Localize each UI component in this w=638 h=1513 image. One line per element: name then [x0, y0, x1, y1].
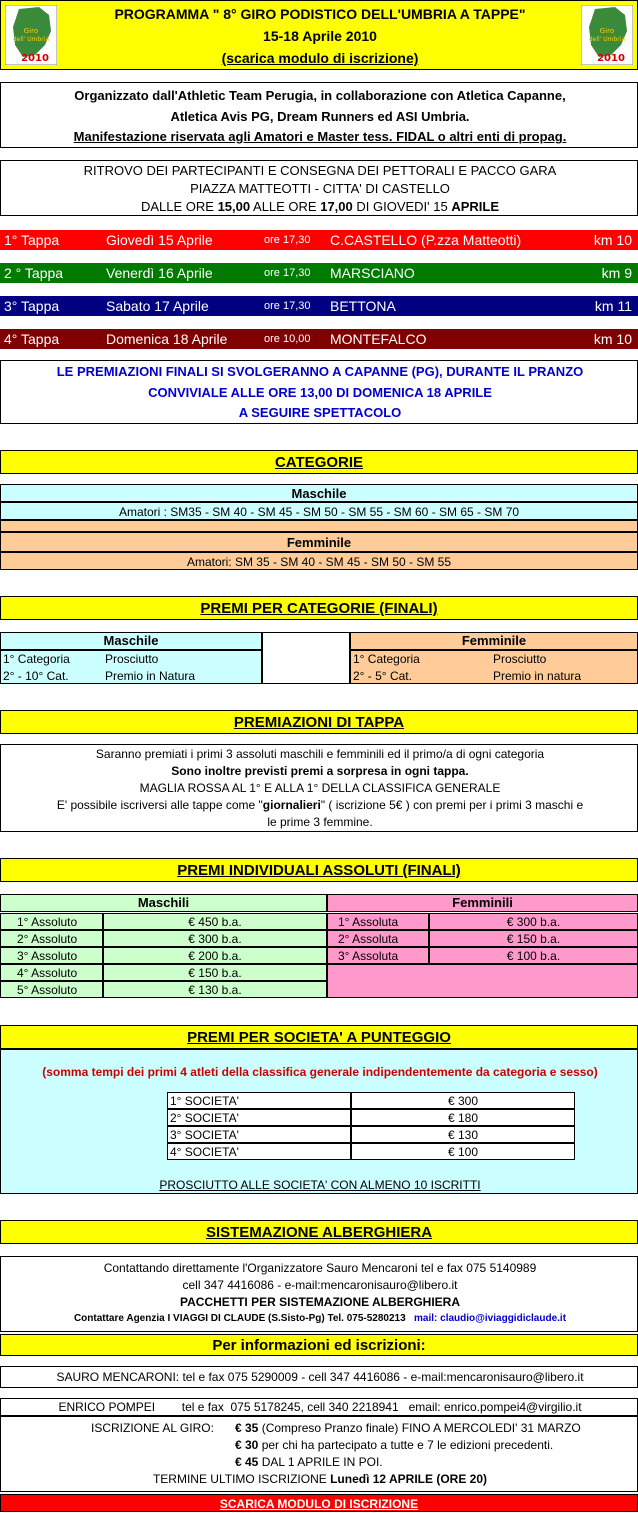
stage-time: ore 17,30 — [264, 234, 311, 246]
hotel-line-4: Contattare Agenzia I VIAGGI DI CLAUDE (S.Sisto-Pg) Tel. 075-5280213 mail: claudio@iviaggidiclaude.it — [73, 1313, 567, 1324]
final-awards-box — [0, 360, 638, 424]
stage-place: BETTONA — [330, 298, 396, 314]
category-prize-pos: 1° Categoria — [3, 652, 70, 666]
individual-prize-pos: 5° Assoluto — [0, 981, 103, 998]
individual-prize-value: € 300 b.a. — [429, 913, 638, 930]
stage-day: Domenica 18 Aprile — [106, 331, 228, 347]
category-prize-pos: 1° Categoria — [353, 652, 420, 666]
individual-prize-pos: 1° Assoluta — [327, 913, 429, 930]
categories-female-list: Amatori: SM 35 - SM 40 - SM 45 - SM 50 - SM 55 — [0, 552, 638, 570]
individual-prize-value: € 150 b.a. — [429, 930, 638, 947]
umbria-logo-right-icon — [581, 5, 633, 65]
final-awards-line-3: A SEGUIRE SPETTACOLO — [238, 405, 402, 420]
info-line-2: ENRICO POMPEI tel e fax 075 5178245, cell 340 2218941 email: enrico.pompei4@virgilio.it — [58, 1400, 582, 1414]
stage-name: 2 ° Tappa — [4, 265, 64, 281]
stage-awards-line-4: E' possibile iscriversi alle tappe come "giornalieri" ( iscrizione 5€ ) con premi per i primi 3 maschi e — [56, 798, 584, 812]
stage-place: MARSCIANO — [330, 265, 415, 281]
team-prizes-header: PREMI PER SOCIETA' A PUNTEGGIO — [0, 1025, 638, 1049]
registration-deadline: TERMINE ULTIMO ISCRIZIONE Lunedì 12 APRILE (ORE 20) — [152, 1472, 488, 1486]
registration-label: ISCRIZIONE AL GIRO: — [91, 1421, 214, 1435]
stage-day: Sabato 17 Aprile — [106, 298, 209, 314]
registration-box — [0, 1416, 638, 1492]
category-prize-pos: 2° - 5° Cat. — [353, 669, 412, 683]
team-prize-value: € 180 — [351, 1109, 575, 1126]
organizer-line-3: Manifestazione riservata agli Amatori e Master tess. FIDAL o altri enti di propag. — [73, 129, 567, 144]
team-prizes-note: (somma tempi dei primi 4 atleti della classifica generale indipendentemente da categoria e sesso) — [42, 1065, 598, 1079]
individual-prize-value: € 200 b.a. — [103, 947, 327, 964]
categories-male-title: Maschile — [0, 484, 638, 502]
team-prizes-box — [0, 1049, 638, 1194]
svg-text:dell' Umbria: dell' Umbria — [588, 36, 626, 43]
team-prize-pos: 2° SOCIETA' — [167, 1109, 351, 1126]
stage-awards-line-2: Sono inoltre previsti premi a sorpresa in ogni tappa. — [171, 764, 469, 778]
stage-time: ore 17,30 — [264, 300, 311, 312]
download-form-link[interactable]: (scarica modulo di iscrizione) — [221, 50, 419, 66]
organizer-line-1: Organizzato dall'Athletic Team Perugia, in collaborazione con Atletica Capanne, — [74, 88, 566, 103]
organizer-line-2: Atletica Avis PG, Dream Runners ed ASI Umbria. — [170, 109, 470, 124]
hotel-line-1: Contattando direttamente l'Organizzatore Sauro Mencaroni tel e fax 075 5140989 — [103, 1261, 537, 1275]
stage-awards-line-3: MAGLIA ROSSA AL 1° E ALLA 1° DELLA CLASSIFICA GENERALE — [139, 781, 501, 795]
stage-place: MONTEFALCO — [330, 331, 427, 347]
team-prize-pos: 4° SOCIETA' — [167, 1143, 351, 1160]
organizer-box — [0, 82, 638, 148]
category-prizes-male-title: Maschile — [0, 632, 262, 650]
individual-prize-value: € 450 b.a. — [103, 913, 327, 930]
info-line-1: SAURO MENCARONI: tel e fax 075 5290009 - cell 347 4416086 - e-mail:mencaronisauro@libero.it — [56, 1370, 584, 1384]
stage-km: km 9 — [601, 265, 632, 281]
category-prizes-male-body — [0, 650, 262, 684]
category-prizes-header: PREMI PER CATEGORIE (FINALI) — [0, 596, 638, 620]
stage-name: 4° Tappa — [4, 331, 60, 347]
header-banner — [0, 0, 638, 70]
registration-fee-2: € 30 per chi ha partecipato a tutte e 7 le edizioni precedenti. — [235, 1438, 554, 1452]
category-prize-value: Prosciutto — [105, 652, 159, 666]
category-prizes-female-title: Femminile — [350, 632, 638, 650]
stage-km: km 10 — [593, 232, 632, 248]
individual-prize-pos: 2° Assoluta — [327, 930, 429, 947]
team-prize-pos: 3° SOCIETA' — [167, 1126, 351, 1143]
hotel-header: SISTEMAZIONE ALBERGHIERA — [0, 1220, 638, 1244]
stage-day: Giovedì 15 Aprile — [106, 232, 213, 248]
registration-fee-1: € 35 (Compreso Pranzo finale) FINO A MERCOLEDI' 31 MARZO — [235, 1421, 581, 1435]
page-title: PROGRAMMA " 8° GIRO PODISTICO DELL'UMBRIA A TAPPE" — [114, 6, 526, 22]
download-form-button[interactable]: SCARICA MODULO DI ISCRIZIONE — [0, 1494, 638, 1512]
stage-km: km 11 — [594, 298, 632, 314]
individual-prizes-header: PREMI INDIVIDUALI ASSOLUTI (FINALI) — [0, 858, 638, 882]
category-prize-value: Prosciutto — [493, 652, 547, 666]
hotel-line-3: PACCHETTI PER SISTEMAZIONE ALBERGHIERA — [179, 1295, 460, 1309]
meeting-line-2: PIAZZA MATTEOTTI - CITTA' DI CASTELLO — [190, 181, 450, 196]
individual-prizes-female-filler — [327, 964, 638, 998]
svg-text:Giro: Giro — [599, 27, 615, 35]
categories-male-list: Amatori : SM35 - SM 40 - SM 45 - SM 50 - SM 55 - SM 60 - SM 65 - SM 70 — [0, 502, 638, 520]
svg-text:2010: 2010 — [597, 53, 625, 64]
stage-name: 1° Tappa — [4, 232, 60, 248]
category-prize-value: Premio in natura — [493, 669, 582, 683]
stage-row-4 — [0, 329, 638, 349]
svg-text:dell' Umbria: dell' Umbria — [12, 36, 50, 43]
stage-awards-box — [0, 744, 638, 832]
hotel-line-2: cell 347 4416086 - e-mail:mencaronisauro@libero.it — [182, 1278, 458, 1292]
final-awards-line-1: LE PREMIAZIONI FINALI SI SVOLGERANNO A CAPANNE (PG), DURANTE IL PRANZO — [56, 364, 584, 379]
individual-prize-value: € 100 b.a. — [429, 947, 638, 964]
stage-awards-header: PREMIAZIONI DI TAPPA — [0, 710, 638, 734]
individual-prize-pos: 2° Assoluto — [0, 930, 103, 947]
stage-row-3 — [0, 296, 638, 316]
svg-text:Giro: Giro — [23, 27, 39, 35]
info-contact-2 — [0, 1398, 638, 1416]
stage-day: Venerdì 16 Aprile — [106, 265, 213, 281]
team-prize-value: € 300 — [351, 1092, 575, 1109]
categories-spacer — [0, 520, 638, 532]
individual-prize-value: € 130 b.a. — [103, 981, 327, 998]
stage-awards-line-5: le prime 3 femmine. — [267, 815, 373, 829]
team-prizes-footer: PROSCIUTTO ALLE SOCIETA' CON ALMENO 10 ISCRITTI — [159, 1178, 481, 1192]
category-prizes-female-body — [350, 650, 638, 684]
individual-prize-pos: 3° Assoluta — [327, 947, 429, 964]
stage-row-1 — [0, 230, 638, 250]
category-prize-value: Premio in Natura — [105, 669, 196, 683]
individual-prizes-male-title: Maschili — [0, 894, 327, 912]
individual-prize-value: € 300 b.a. — [103, 930, 327, 947]
stage-time: ore 17,30 — [264, 267, 311, 279]
registration-fee-3: € 45 DAL 1 APRILE IN POI. — [235, 1455, 383, 1469]
team-prize-value: € 130 — [351, 1126, 575, 1143]
stage-awards-line-1: Saranno premiati i primi 3 assoluti maschili e femminili ed il primo/a di ogni categoria — [95, 747, 545, 761]
individual-prizes-female-title: Femminili — [327, 894, 638, 912]
meeting-line-1: RITROVO DEI PARTECIPANTI E CONSEGNA DEI PETTORALI E PACCO GARA — [83, 163, 557, 178]
individual-prize-pos: 3° Assoluto — [0, 947, 103, 964]
info-header: Per informazioni ed iscrizioni: — [0, 1334, 638, 1356]
individual-prize-pos: 1° Assoluto — [0, 913, 103, 930]
categories-female-title: Femminile — [0, 532, 638, 552]
stage-name: 3° Tappa — [4, 298, 60, 314]
info-contact-1 — [0, 1366, 638, 1388]
categories-header: CATEGORIE — [0, 450, 638, 474]
meeting-line-3: DALLE ORE 15,00 ALLE ORE 17,00 DI GIOVEDI' 15 APRILE — [140, 199, 500, 214]
stage-km: km 10 — [593, 331, 632, 347]
team-prize-pos: 1° SOCIETA' — [167, 1092, 351, 1109]
individual-prize-pos: 4° Assoluto — [0, 964, 103, 981]
category-prizes-gap — [262, 632, 350, 684]
individual-prize-value: € 150 b.a. — [103, 964, 327, 981]
meeting-box — [0, 160, 638, 216]
stage-time: ore 10,00 — [264, 333, 311, 345]
event-dates: 15-18 Aprile 2010 — [263, 28, 377, 44]
hotel-box — [0, 1256, 638, 1332]
stage-row-2 — [0, 263, 638, 283]
category-prize-pos: 2° - 10° Cat. — [3, 669, 69, 683]
stage-place: C.CASTELLO (P.zza Matteotti) — [330, 232, 522, 248]
team-prize-value: € 100 — [351, 1143, 575, 1160]
final-awards-line-2: CONVIVIALE ALLE ORE 13,00 DI DOMENICA 18 APRILE — [148, 385, 492, 400]
svg-text:2010: 2010 — [21, 53, 49, 64]
